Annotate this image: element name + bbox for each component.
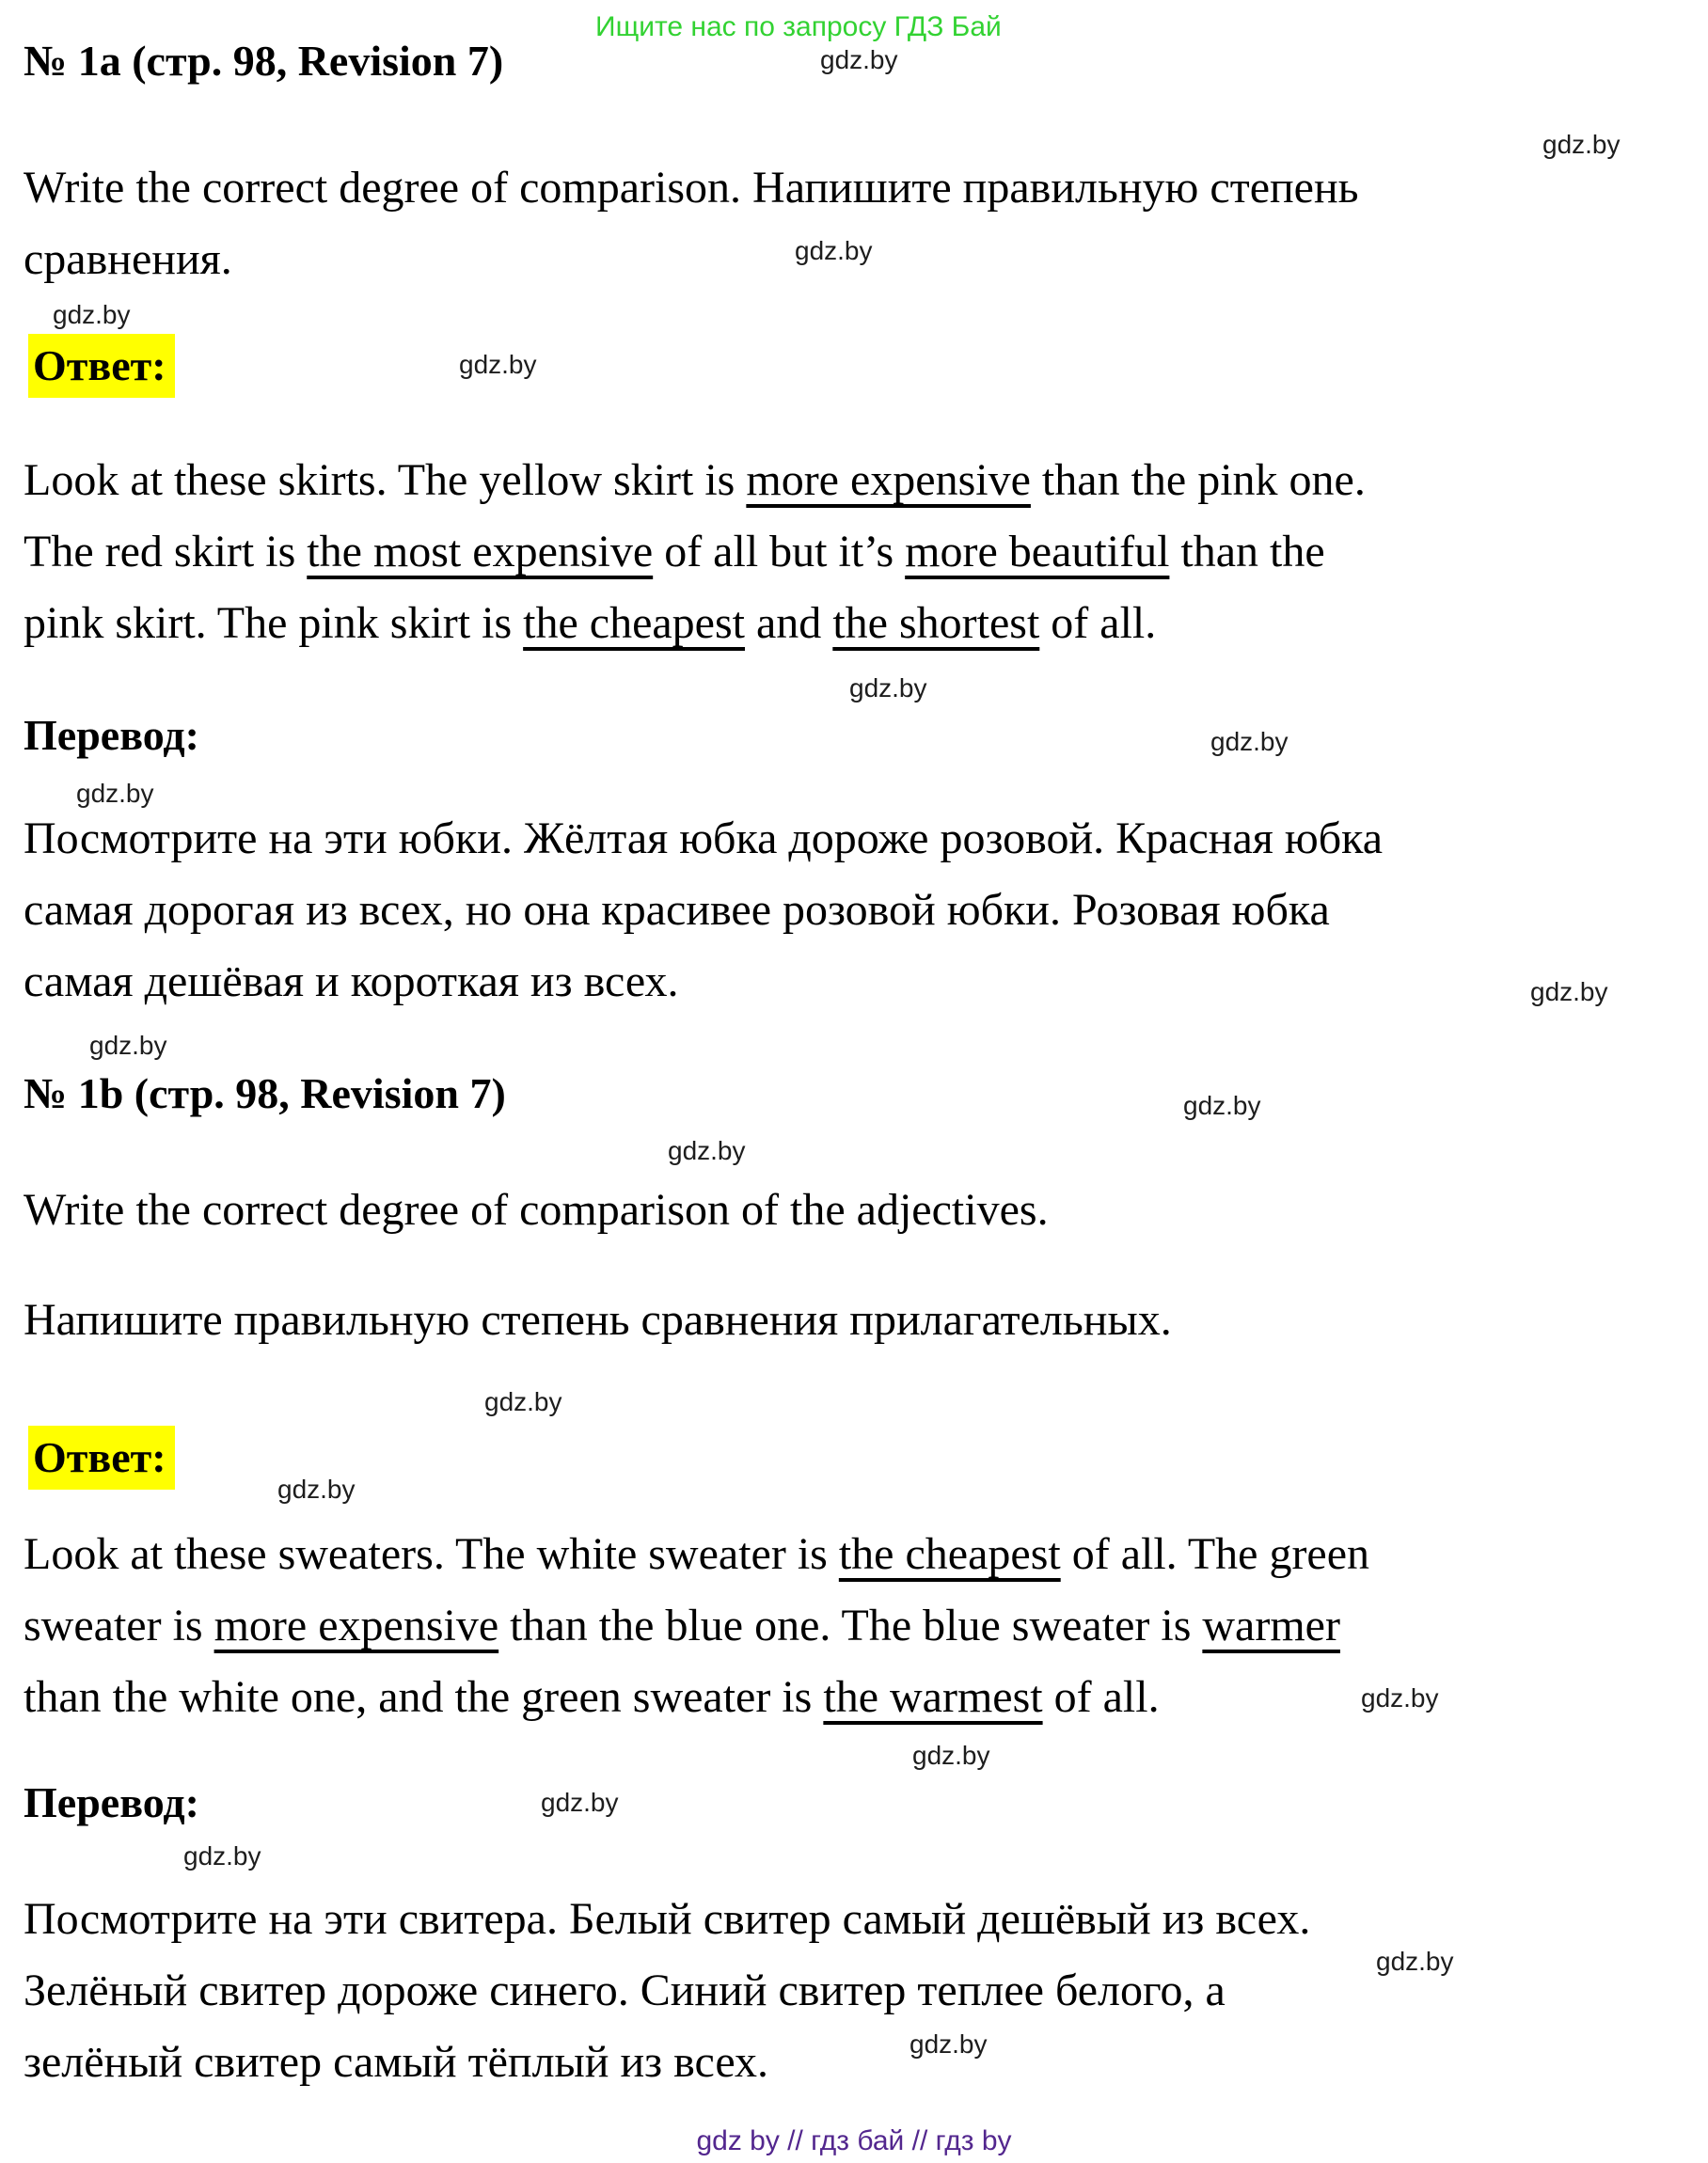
answer-paragraph-1b: [24, 1519, 1369, 1733]
gdz-watermark: gdz.by: [668, 1136, 746, 1165]
gdz-watermark: gdz.by: [1361, 1683, 1439, 1713]
text-fragment: of all but it’s: [653, 527, 906, 576]
text-fragment: of all.: [1042, 1672, 1160, 1722]
text-fragment: than the pink one.: [1030, 455, 1366, 505]
underlined-answer-fragment: more expensive: [746, 455, 1031, 505]
translation-label-1a: Перевод:: [24, 711, 199, 759]
underlined-answer-fragment: the shortest: [832, 598, 1040, 648]
text-line: самая дешёвая и короткая из всех.: [24, 956, 679, 1006]
text-fragment: than the white one, and the green sweater is: [24, 1672, 824, 1722]
gdz-watermark: gdz.by: [849, 673, 927, 703]
gdz-watermark: gdz.by: [1183, 1091, 1261, 1120]
gdz-watermark: gdz.by: [795, 236, 873, 265]
gdz-watermark: gdz.by: [820, 45, 898, 74]
underlined-answer-fragment: more beautiful: [905, 527, 1170, 576]
translation-paragraph-1a: [24, 803, 1383, 1018]
underlined-answer-fragment: the cheapest: [838, 1529, 1061, 1579]
translation-paragraph-1b: [24, 1884, 1310, 2098]
gdz-watermark: gdz.by: [1542, 130, 1621, 159]
underlined-answer-fragment: more expensive: [214, 1601, 499, 1650]
section-1b-task-russian: [24, 1285, 1172, 1356]
gdz-watermark: gdz.by: [912, 1741, 990, 1770]
underlined-answer-fragment: the cheapest: [523, 598, 745, 648]
text-fragment: than the blue one. The blue sweater is: [498, 1601, 1203, 1650]
answer-label-1a: Ответ:: [28, 334, 175, 398]
text-line: самая дорогая из всех, но она красивее розовой юбки. Розовая юбка: [24, 885, 1330, 935]
text-fragment: sweater is: [24, 1601, 214, 1650]
section-1b-heading: № 1b (стр. 98, Revision 7): [24, 1069, 506, 1117]
text-fragment: pink skirt. The pink skirt is: [24, 598, 524, 648]
section-1a-heading: № 1a (стр. 98, Revision 7): [24, 37, 504, 85]
section-1a-task: [24, 152, 1359, 295]
gdz-watermark: gdz.by: [484, 1387, 562, 1416]
text-fragment: Look at these sweaters. The white sweater is: [24, 1529, 839, 1579]
text-line: Посмотрите на эти юбки. Жёлтая юбка дороже розовой. Красная юбка: [24, 813, 1384, 863]
text-line: [24, 516, 1366, 588]
text-line: Write the correct degree of comparison. Напишите правильную степень: [24, 163, 1359, 213]
answer-paragraph-1a: [24, 445, 1366, 659]
translation-label-1b: Перевод:: [24, 1778, 199, 1826]
underlined-answer-fragment: the warmest: [823, 1672, 1043, 1722]
underlined-answer-fragment: warmer: [1202, 1601, 1340, 1650]
text-fragment: Look at these skirts. The yellow skirt is: [24, 455, 747, 505]
text-line: [24, 445, 1366, 516]
gdz-watermark: gdz.by: [89, 1031, 167, 1060]
text-line: Write the correct degree of comparison of the adjectives.: [24, 1185, 1049, 1235]
gdz-watermark: gdz.by: [909, 2029, 988, 2059]
gdz-watermark: gdz.by: [1210, 727, 1289, 756]
gdz-watermark: gdz.by: [277, 1475, 356, 1504]
text-line: [24, 1519, 1369, 1590]
text-fragment: of all. The green: [1060, 1529, 1370, 1579]
text-fragment: of all.: [1039, 598, 1157, 648]
gdz-watermark: gdz.by: [541, 1788, 619, 1817]
text-fragment: than the: [1169, 527, 1325, 576]
text-fragment: The red skirt is: [24, 527, 308, 576]
text-line: Напишите правильную степень сравнения прилагательных.: [24, 1295, 1172, 1345]
gdz-watermark: gdz.by: [1530, 977, 1608, 1006]
gdz-watermark: gdz.by: [53, 300, 131, 329]
text-line: [24, 1662, 1369, 1733]
promo-banner: Ищите нас по запросу ГДЗ Бай: [595, 11, 1002, 42]
text-line: зелёный свитер самый тёплый из всех.: [24, 2037, 769, 2087]
text-line: [24, 588, 1366, 659]
text-fragment: and: [745, 598, 833, 648]
gdz-watermark: gdz.by: [183, 1841, 261, 1871]
gdz-watermark: gdz.by: [459, 350, 537, 379]
section-1b-task-english: [24, 1175, 1049, 1246]
gdz-watermark: gdz.by: [1376, 1947, 1454, 1976]
footer-site-links: gdz by // гдз бай // гдз by: [696, 2125, 1012, 2156]
answer-label-1b: Ответ:: [28, 1426, 175, 1490]
underlined-answer-fragment: the most expensive: [307, 527, 654, 576]
gdz-watermark: gdz.by: [76, 779, 154, 808]
text-line: сравнения.: [24, 234, 232, 284]
text-line: Посмотрите на эти свитера. Белый свитер самый дешёвый из всех.: [24, 1894, 1311, 1944]
text-line: Зелёный свитер дороже синего. Синий свитер теплее белого, а: [24, 1966, 1226, 2015]
text-line: [24, 1590, 1369, 1662]
